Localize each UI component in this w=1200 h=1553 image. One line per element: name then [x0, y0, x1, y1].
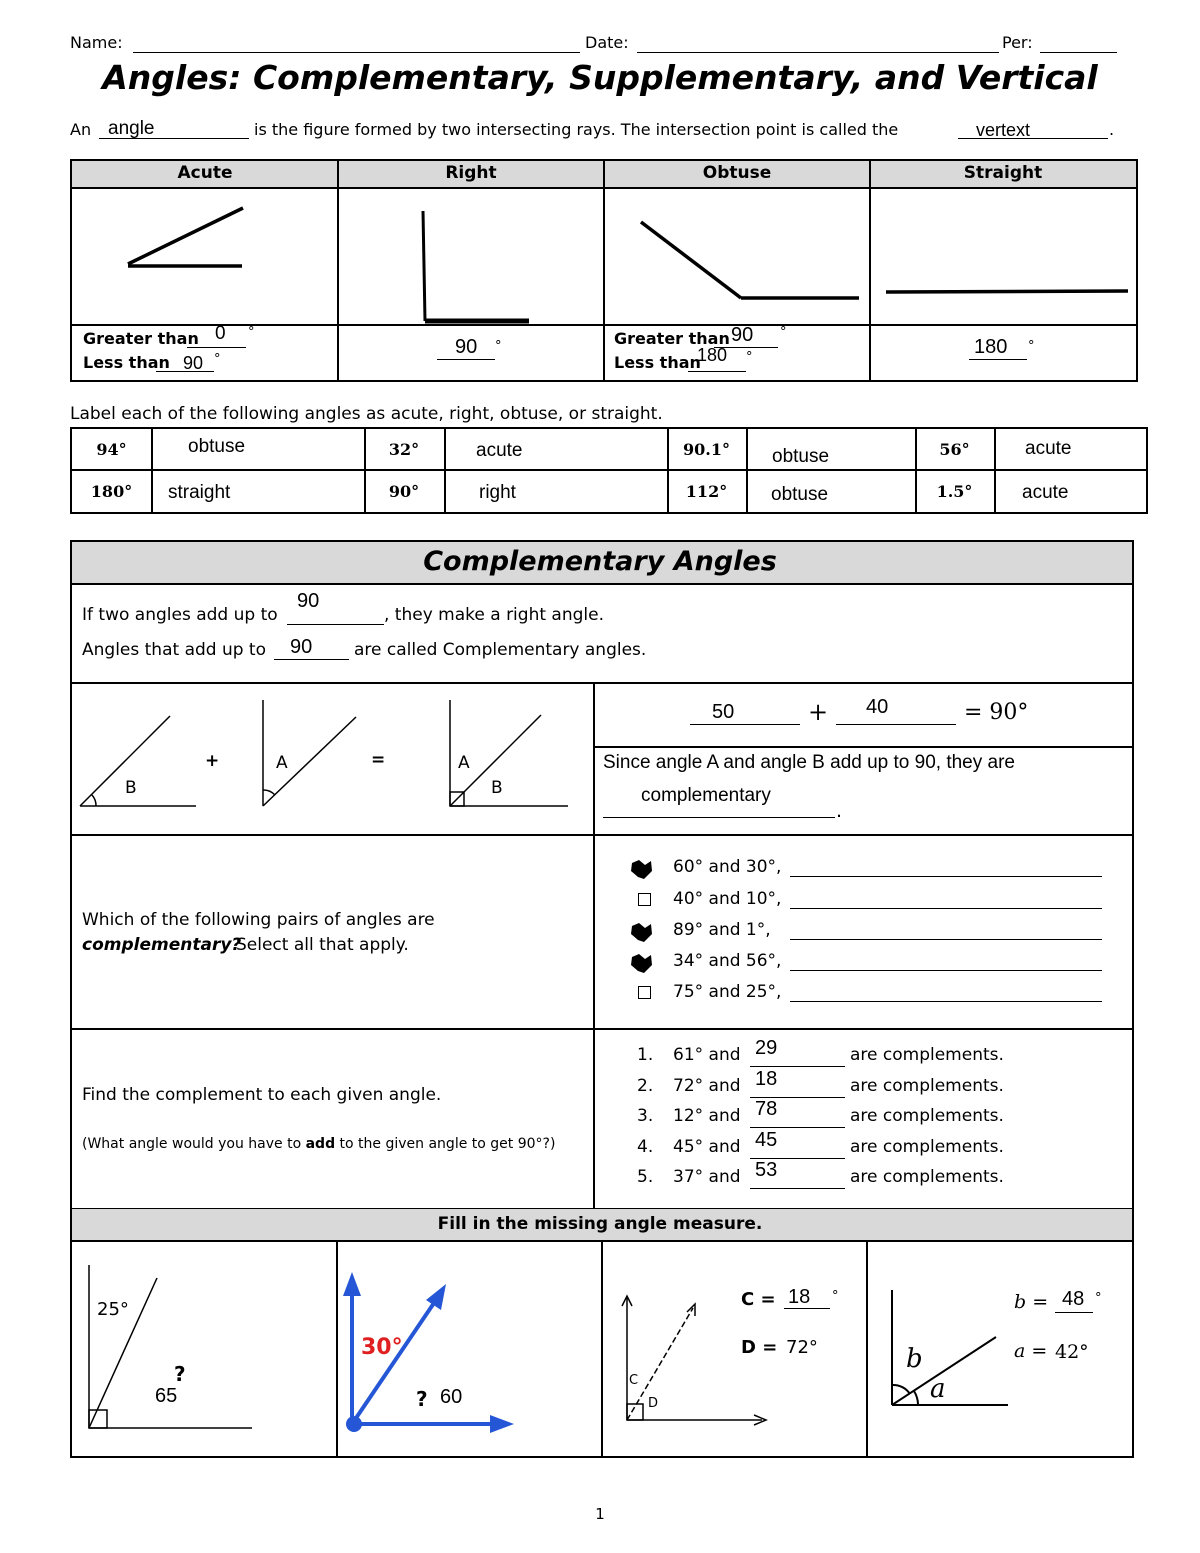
line1-pre: If two angles add up to — [82, 605, 278, 625]
complement-number: 5. — [637, 1167, 654, 1187]
angle-1-5: 1.5° — [936, 482, 973, 501]
line1-post: , they make a right angle. — [384, 605, 604, 625]
diagram-plus: + — [205, 751, 220, 771]
definition-suffix: . — [1109, 120, 1115, 139]
answer-90-1[interactable]: obtuse — [772, 446, 830, 467]
right-degree: ° — [495, 339, 502, 354]
fig3-c-degree: ° — [832, 1289, 839, 1304]
complement-answer: 45 — [755, 1129, 778, 1151]
complement-answer: 18 — [755, 1068, 778, 1090]
fig1-question: ? — [174, 1362, 186, 1386]
obtuse-greater-degree: ° — [780, 325, 787, 340]
missing-title: Fill in the missing angle measure. — [437, 1214, 763, 1234]
which-question-line1: Which of the following pairs of angles are — [82, 910, 435, 930]
complement-post: are complements. — [850, 1076, 1004, 1096]
complement-post: are complements. — [850, 1167, 1004, 1187]
figure-3 — [622, 1296, 766, 1425]
acute-greater-label: Greater than — [83, 329, 199, 348]
fig3-c-mark: C — [629, 1373, 639, 1388]
fig4-b-answer: 48 — [1062, 1288, 1085, 1310]
complement-answer: 78 — [755, 1098, 778, 1120]
fig1-given: 25° — [97, 1299, 129, 1320]
pair-text: 75° and 25°, — [673, 982, 782, 1002]
name-label: Name: — [70, 33, 123, 52]
acute-greater-answer: 0 — [215, 323, 226, 344]
find-hint-bold: add — [305, 1136, 336, 1152]
page-number: 1 — [595, 1505, 605, 1523]
complement-post: are complements. — [850, 1137, 1004, 1157]
vertex-answer: vertext — [976, 120, 1031, 140]
complement-post: are complements. — [850, 1045, 1004, 1065]
complement-number: 4. — [637, 1137, 654, 1157]
complementary-title: Complementary Angles — [423, 546, 777, 577]
complement-number: 1. — [637, 1045, 654, 1065]
answer-180[interactable]: straight — [168, 482, 231, 503]
fig4-b-degree: ° — [1095, 1291, 1102, 1306]
complement-number: 2. — [637, 1076, 654, 1096]
pair-text: 40° and 10°, — [673, 889, 782, 909]
complement-number: 3. — [637, 1106, 654, 1126]
angle-32: 32° — [388, 440, 420, 459]
date-label: Date: — [585, 33, 629, 52]
header-acute: Acute — [72, 163, 338, 183]
per-label: Per: — [1002, 33, 1033, 52]
fig2-given: 30° — [361, 1335, 403, 1360]
header-obtuse: Obtuse — [604, 163, 870, 183]
fig3-d-mark: D — [648, 1396, 659, 1411]
straight-answer: 180 — [974, 336, 1008, 358]
equation-plus: + — [808, 698, 829, 726]
fig1-answer: 65 — [155, 1385, 178, 1407]
angle-180: 180° — [90, 482, 133, 501]
line2-answer: 90 — [290, 636, 313, 658]
straight-degree: ° — [1028, 339, 1035, 354]
acute-less-answer: 90 — [183, 353, 204, 373]
line2-post: are called Complementary angles. — [354, 640, 647, 660]
diagram-b-label: B — [125, 778, 137, 798]
angle-112: 112° — [685, 482, 728, 501]
fig2-answer: 60 — [440, 1386, 463, 1408]
complement-post: are complements. — [850, 1106, 1004, 1126]
line1-answer: 90 — [297, 590, 320, 612]
header-right: Right — [338, 163, 604, 183]
find-hint-post: to the given angle to get 90°?) — [339, 1136, 556, 1152]
header-straight: Straight — [870, 163, 1136, 183]
fig3-c-label: C = — [741, 1289, 776, 1310]
fig4-b-blank[interactable] — [1055, 1312, 1093, 1313]
label-instruction: Label each of the following angles as acute, right, obtuse, or straight. — [70, 404, 663, 424]
complement-given: 45° and — [673, 1137, 741, 1157]
acute-less-label: Less than — [83, 353, 170, 372]
answer-94[interactable]: obtuse — [188, 436, 246, 457]
acute-greater-degree: ° — [248, 325, 255, 340]
fig2-question: ? — [416, 1387, 428, 1411]
equation-answer-1: 50 — [712, 701, 735, 723]
obtuse-less-answer: 180 — [697, 345, 728, 365]
fig4-a-label: a = — [1014, 1340, 1048, 1362]
answer-56[interactable]: acute — [1025, 438, 1072, 459]
complement-answer: 29 — [755, 1037, 778, 1059]
line2-pre: Angles that add up to — [82, 640, 267, 660]
diagram-equals: = — [371, 750, 386, 770]
answer-90[interactable]: right — [479, 482, 516, 503]
equation-answer-2: 40 — [866, 696, 889, 718]
pair-text: 60° and 30°, — [673, 857, 782, 877]
answer-1-5[interactable]: acute — [1022, 482, 1069, 503]
obtuse-greater-label: Greater than — [614, 329, 730, 348]
equation-rhs: = 90° — [964, 700, 1029, 725]
answer-112[interactable]: obtuse — [771, 484, 829, 505]
diagram-b-label-2: B — [491, 778, 503, 798]
angle-answer: angle — [108, 118, 155, 139]
which-question-line2: Select all that apply. — [236, 935, 409, 955]
since-answer: complementary — [641, 785, 771, 806]
complement-given: 72° and — [673, 1076, 741, 1096]
fig4-b-mark: b — [906, 1344, 923, 1374]
complement-given: 37° and — [673, 1167, 741, 1187]
fig4-a-mark: a — [930, 1374, 946, 1404]
definition-prefix: An — [70, 120, 92, 139]
fig3-d-value: 72° — [786, 1337, 818, 1358]
page-title: Angles: Complementary, Supplementary, and Vertical — [102, 58, 1098, 97]
angle-56: 56° — [939, 440, 970, 459]
right-answer: 90 — [455, 336, 478, 358]
obtuse-greater-answer: 90 — [731, 324, 754, 346]
since-text: Since angle A and angle B add up to 90, they are — [603, 752, 1015, 773]
acute-less-degree: ° — [214, 352, 221, 367]
definition-middle: is the figure formed by two intersecting rays. The intersection point is called the — [254, 120, 899, 139]
pair-text: 89° and 1°, — [673, 920, 771, 940]
answer-32[interactable]: acute — [476, 440, 523, 461]
complement-given: 61° and — [673, 1045, 741, 1065]
fig3-c-answer: 18 — [788, 1286, 811, 1308]
obtuse-less-degree: ° — [746, 350, 753, 365]
fig4-a-value: 42° — [1055, 1341, 1089, 1363]
diagram-a-label-2: A — [458, 753, 470, 773]
which-question-emphasis: complementary? — [82, 935, 242, 955]
pair-text: 34° and 56°, — [673, 951, 782, 971]
angle-94: 94° — [96, 440, 127, 459]
angle-90-1: 90.1° — [683, 440, 730, 459]
angle-90: 90° — [388, 482, 420, 501]
obtuse-less-label: Less than — [614, 353, 701, 372]
complement-answer: 53 — [755, 1159, 778, 1181]
complement-given: 12° and — [673, 1106, 741, 1126]
fig3-d-label: D = — [741, 1337, 778, 1358]
find-question: Find the complement to each given angle. — [82, 1085, 442, 1105]
fig4-b-label: b = — [1014, 1291, 1049, 1313]
diagram-a-label: A — [276, 753, 288, 773]
find-hint-pre: (What angle would you have to — [82, 1136, 302, 1152]
since-end: . — [836, 800, 843, 822]
